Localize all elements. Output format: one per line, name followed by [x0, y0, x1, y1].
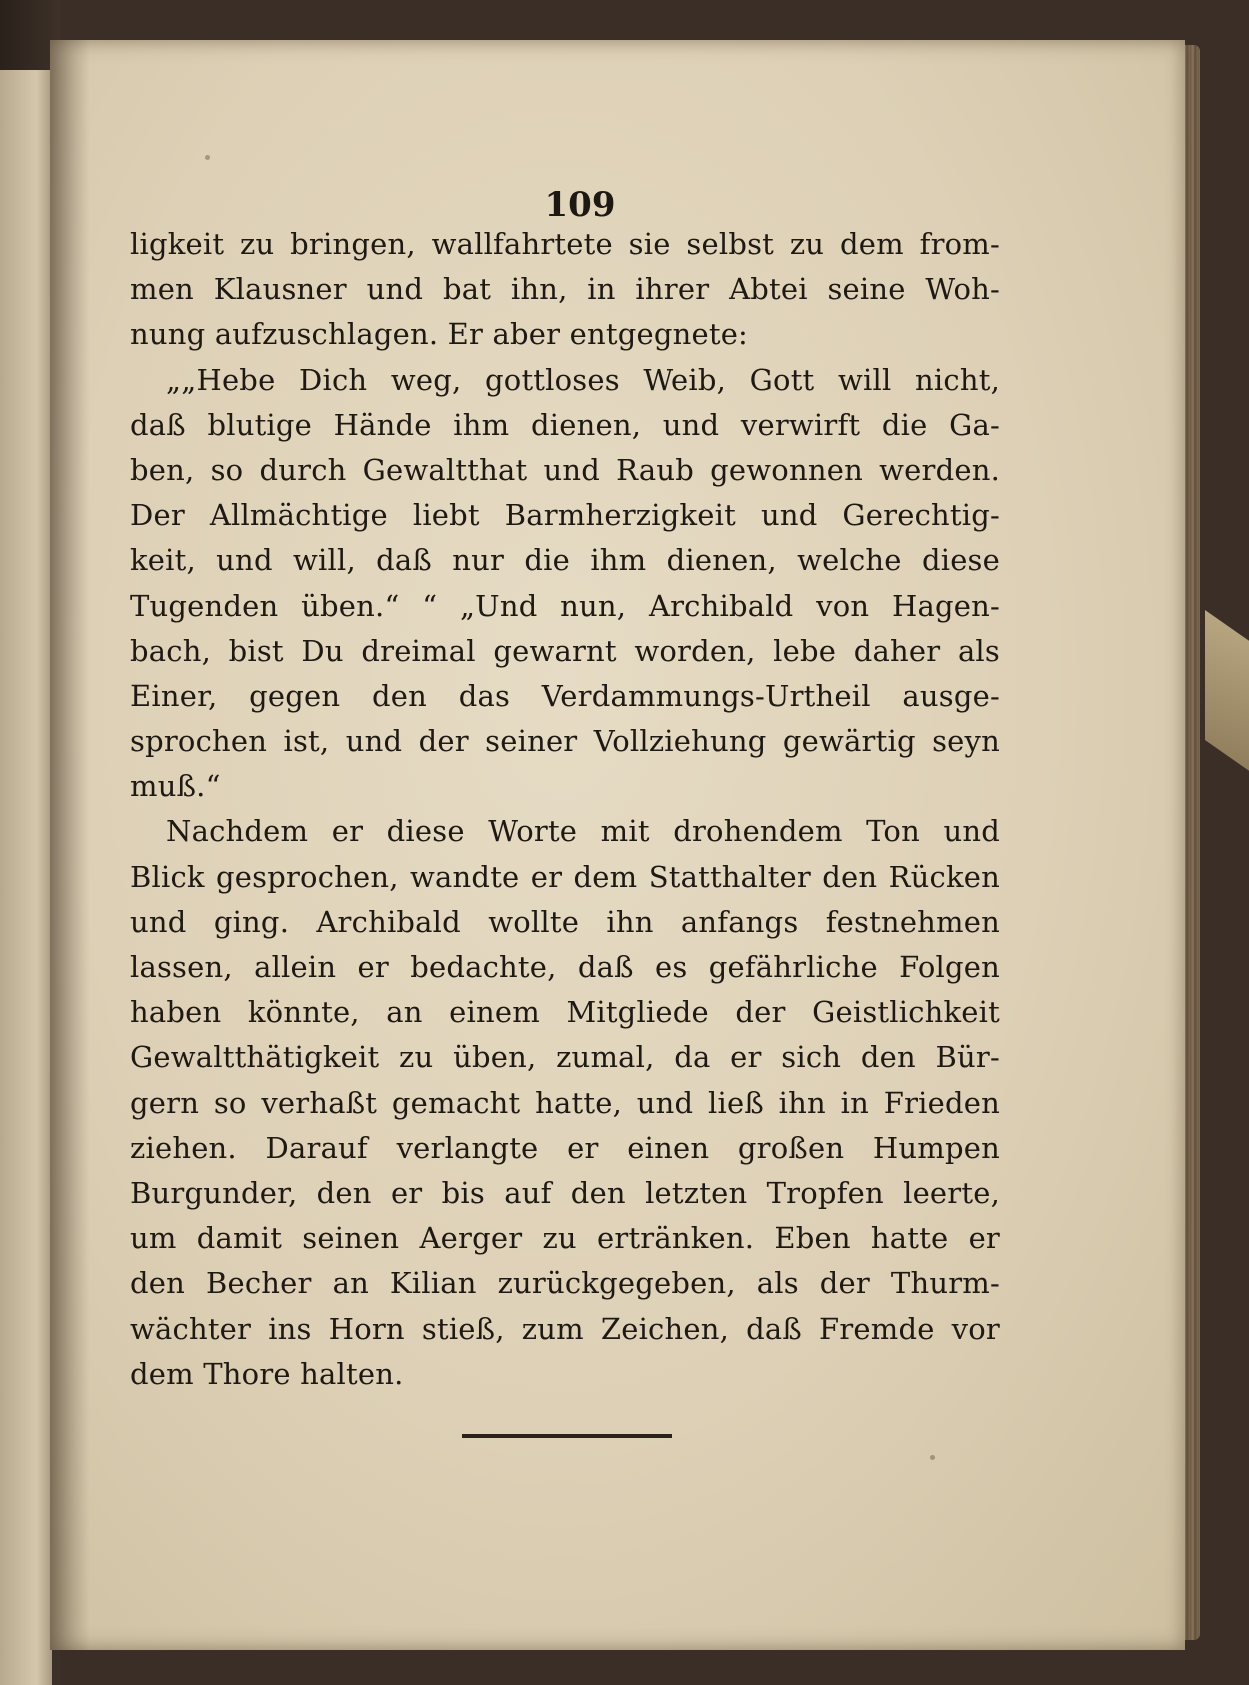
end-rule [462, 1434, 672, 1438]
text-line: Der Allmächtige liebt Barmherzigkeit und Gerechtig- [130, 498, 1000, 533]
text-line: dem Thore halten. [130, 1356, 404, 1391]
text-line: wächter ins Horn stieß, zum Zeichen, daß Fremde vor [130, 1311, 1000, 1346]
body-text [130, 222, 1000, 1397]
text-line: sprochen ist, und der seiner Vollziehung gewärtig seyn [130, 724, 1000, 759]
text-line: um damit seinen Aerger zu ertränken. Eben hatte er [130, 1221, 1000, 1256]
text-line: muß.“ [130, 769, 221, 804]
text-line: bach, bist Du dreimal gewarnt worden, lebe daher als [130, 633, 1000, 668]
text-line: Nachdem er diese Worte mit drohendem Ton und [166, 814, 1000, 849]
previous-page-edge [0, 70, 52, 1685]
page-fold-shadow [50, 40, 90, 1650]
page-number: 109 [544, 185, 616, 225]
text-line: Gewaltthätigkeit zu üben, zumal, da er sich den Bür- [130, 1040, 1000, 1075]
text-line: den Becher an Kilian zurückgegeben, als der Thurm- [130, 1266, 1000, 1301]
text-line: Einer, gegen den das Verdammungs-Urtheil ausge- [130, 678, 1000, 713]
paper-spot [930, 1455, 935, 1460]
text-line: und ging. Archibald wollte ihn anfangs festnehmen [130, 904, 1000, 939]
text-line: lassen, allein er bedachte, daß es gefährliche Folgen [130, 950, 1000, 984]
text-line: men Klausner und bat ihn, in ihrer Abtei seine Woh- [130, 272, 1000, 307]
bookmark-ribbon [1205, 610, 1249, 771]
text-line: keit, und will, daß nur die ihm dienen, welche diese [130, 543, 1000, 578]
text-line: Burgunder, den er bis auf den letzten Tropfen leerte, [130, 1175, 1000, 1210]
text-line: nung aufzuschlagen. Er aber entgegnete: [130, 317, 749, 352]
text-line: Blick gesprochen, wandte er dem Statthalter den Rücken [130, 859, 1000, 894]
text-line: ligkeit zu bringen, wallfahrtete sie selbst zu dem from- [130, 227, 1000, 261]
text-line: „„Hebe Dich weg, gottloses Weib, Gott will nicht, [166, 362, 1000, 397]
text-line: Tugenden üben.“ “ „Und nun, Archibald von Hagen- [130, 588, 1000, 623]
paper-spot [205, 155, 210, 160]
text-line: daß blutige Hände ihm dienen, und verwirft die Ga- [130, 407, 1000, 442]
text-line: ben, so durch Gewaltthat und Raub gewonnen werden. [130, 452, 1000, 487]
text-line: gern so verhaßt gemacht hatte, und ließ ihn in Frieden [130, 1085, 1000, 1120]
text-line: ziehen. Darauf verlangte er einen großen Humpen [130, 1130, 1000, 1165]
text-line: haben könnte, an einem Mitgliede der Geistlichkeit [130, 995, 1000, 1030]
